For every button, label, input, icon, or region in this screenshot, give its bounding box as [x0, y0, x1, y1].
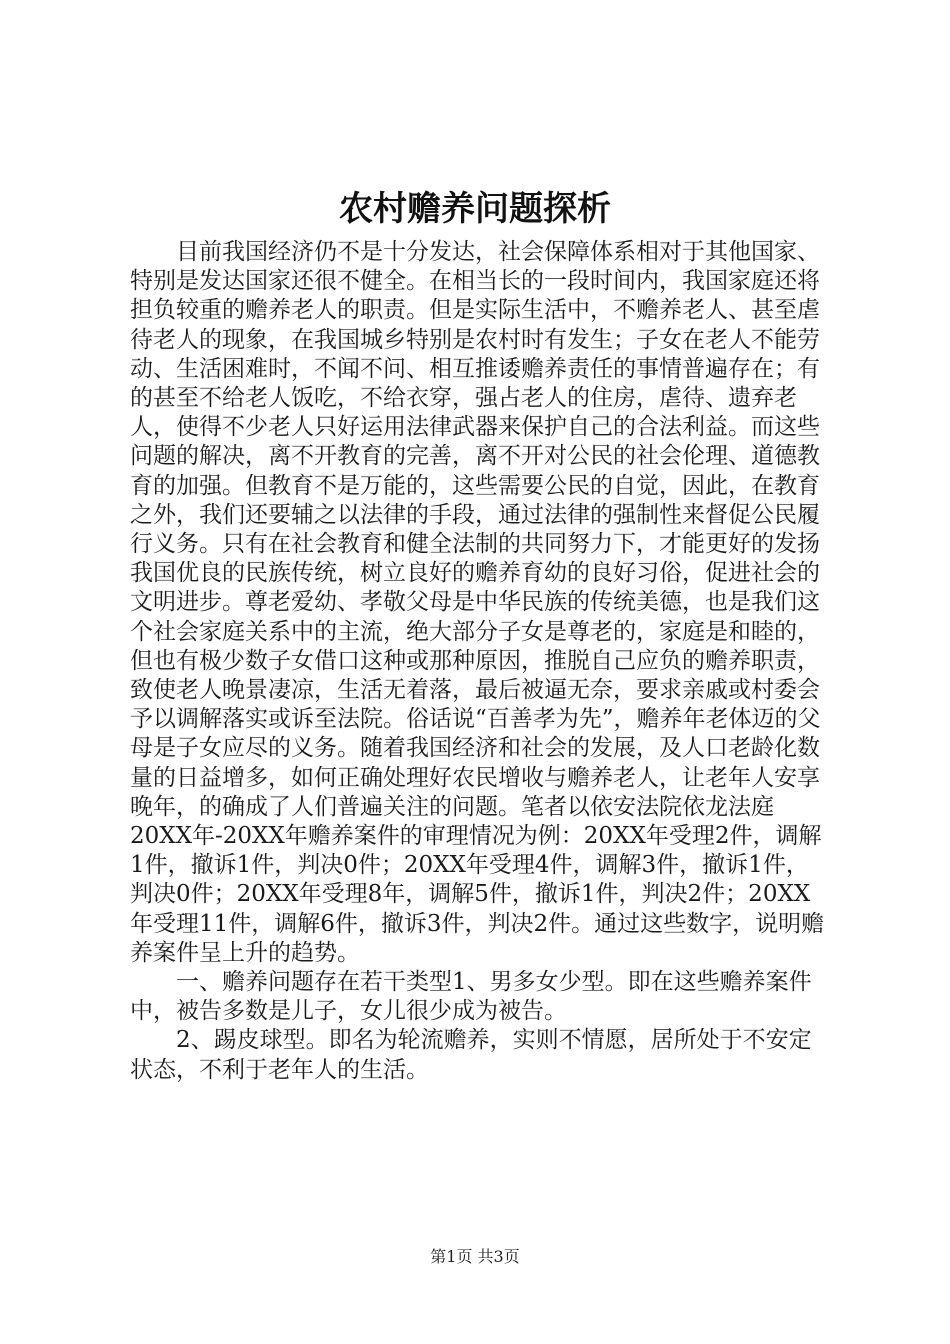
document-title: 农村赡养问题探析: [339, 189, 611, 229]
paragraph-intro: 目前我国经济仍不是十分发达，社会保障体系相对于其他国家、特别是发达国家还很不健全。在相当长的一段时间内，我国家庭还将担负较重的赡养老人的职责。但是实际生活中，不赡养老人、甚至虐待老人的现象，在我国城乡特别是农村时有发生；子女在老人不能劳动、生活困难时，不闻不问、相互推诿赡养责任的事情普遍存在；有的甚至不给老人饭吃，不给衣穿，强占老人的住房，虐待、遗弃老人，使得不少老人只好运用法律武器来保护自己的合法利益。而这些问题的解决，离不开教育的完善，离不开对公民的社会伦理、道德教育的加强。但教育不是万能的，这些需要公民的自觉，因此，在教育之外，我们还要辅之以法律的手段，通过法律的强制性来督促公民履行义务。只有在社会教育和健全法制的共同努力下，才能更好的发扬我国优良的民族传统，树立良好的赡养育幼的良好习俗，促进社会的文明进步。尊老爱幼、孝敬父母是中华民族的传统美德，也是我们这个社会家庭关系中的主流，绝大部分子女是尊老的，家庭是和睦的，但也有极少数子女借口这种或那种原因，推脱自己应负的赡养职责，致使老人晚景凄凉，生活无着落，最后被逼无奈，要求亲戚或村委会予以调解落实或诉至法院。俗话说“百善孝为先”，赡养年老体迈的父母是子女应尽的义务。随着我国经济和社会的发展，及人口老龄化数量的日益增多，如何正确处理好农民增收与赡养老人，让老年人安享晚年，的确成了人们普遍关注的问题。笔者以依安法院依龙法庭20XX年-20XX年赡养案件的审理情况为例：20XX年受理2件，调解1件，撤诉1件，判决0件；20XX年受理4件，调解3件，撤诉1件，判决0件；20XX年受理8年，调解5件，撤诉1件，判决2件；20XX年受理11件，调解6件，撤诉3件，判决2件。通过这些数字，说明赡养案件呈上升的趋势。: [130, 239, 825, 966]
page-footer: 第1页 共3页: [430, 1247, 520, 1266]
paragraph-types: 一、赡养问题存在若干类型1、男多女少型。即在这些赡养案件中，被告多数是儿子，女儿很少成为被告。: [130, 969, 812, 1025]
document-body: [130, 238, 830, 1085]
paragraph-kickball: 2、踢皮球型。即名为轮流赡养，实则不情愿，居所处于不安定状态，不利于老年人的生活。: [130, 1027, 812, 1083]
